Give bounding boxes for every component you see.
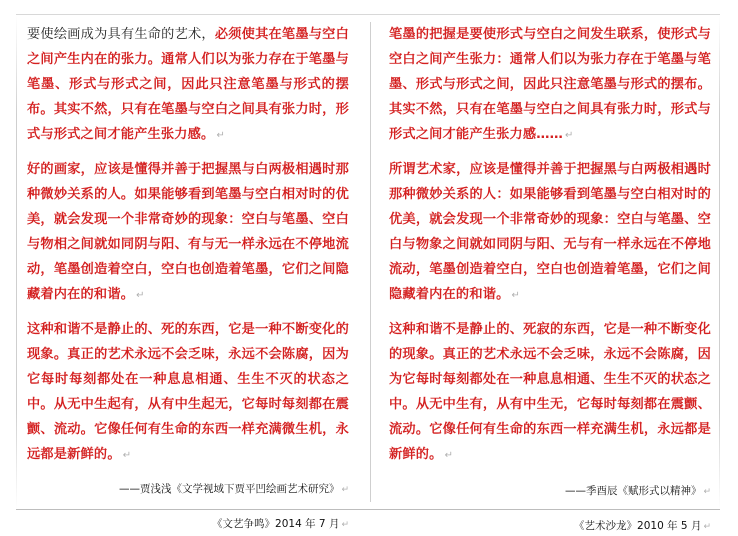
- left-paragraph-3-text: 这种和谐不是静止的、死的东西，它是一种不断变化的现象。真正的艺术永远不会乏味，永远不会陈腐，因为它每时每刻都处在一种息息相通、生生不灭的状态之中。从无中生起有，从有中生起无，它每时每刻都在震颤、流动。它像任何有生命的东西一样充满微生机，永远都是新鲜的。: [27, 322, 349, 462]
- paragraph-mark-icon: ↵: [703, 522, 711, 532]
- left-source-text: 《文艺争鸣》2014 年 7 月: [212, 518, 340, 530]
- left-paragraph-1-lead: 要使绘画成为具有生命的艺术，: [27, 27, 215, 42]
- paragraph-mark-icon: ↵: [703, 487, 711, 497]
- right-paragraph-3-text: 这种和谐不是静止的、死寂的东西，它是一种不断变化的现象。真正的艺术永远不会乏味，永远不会陈腐，因为它每时每刻都处在一种息息相通、生生不灭的状态之中。从无中生有，从有中生无，它每时每刻都在震颤、流动。它像任何有生命的东西一样充满生机，永远都是新鲜的。: [389, 322, 711, 462]
- left-column: [27, 22, 349, 534]
- right-paragraph-2: [389, 157, 711, 308]
- left-author-text: ——贾浅浅《文学视域下贾平凹绘画艺术研究》: [118, 483, 340, 495]
- left-paragraph-3: [27, 317, 349, 468]
- paragraph-mark-icon: ↵: [136, 290, 145, 301]
- left-paragraph-2-text: 好的画家，应该是懂得并善于把握黑与白两极相遇时那种微妙关系的人。如果能够看到笔墨与空白相对时的优美，就会发现一个非常奇妙的现象：空白与笔墨、空白与物相之间就如同阴与阳、有与无一样永远在不停地流动，笔墨创造着空白，空白也创造着笔墨，它们之间隐藏着内在的和谐。: [27, 162, 349, 302]
- right-column: [389, 22, 711, 536]
- paragraph-mark-icon: ↵: [341, 520, 349, 530]
- right-source-text: 《艺术沙龙》2010 年 5 月: [574, 520, 702, 532]
- paragraph-mark-icon: ↵: [565, 130, 574, 141]
- paragraph-mark-icon: ↵: [341, 485, 349, 495]
- right-paragraph-1-text: 笔墨的把握是要使形式与空白之间发生联系，使形式与空白之间产生张力：通常人们以为张力存在于笔墨与笔墨、形式与形式之间，因此只注意笔墨与形式的摆布。其实不然，只有在笔墨与空白之间具有张力时，形式与形式之间才能产生张力感……: [389, 27, 711, 142]
- right-citation-source: [389, 517, 711, 536]
- column-divider: [370, 22, 371, 502]
- left-citation-source: [27, 515, 349, 534]
- right-paragraph-1: [389, 22, 711, 148]
- paragraph-mark-icon: ↵: [444, 450, 454, 461]
- left-paragraph-1-highlight: 必须使其在笔墨与空白之间产生内在的张力。通常人们以为张力存在于笔墨与笔墨、形式与形式之间，因此只注意笔墨与形式的摆布。其实不然，只有在笔墨与空白之间具有张力时，形式与形式之间才能产生张力感。: [27, 27, 349, 142]
- left-citation-author: [27, 480, 349, 499]
- right-citation-author: [389, 482, 711, 501]
- left-paragraph-1: [27, 22, 349, 148]
- paragraph-mark-icon: ↵: [216, 130, 226, 141]
- right-paragraph-2-text: 所谓艺术家，应该是懂得并善于把握黑与白两极相遇时那种微妙关系的人：如果能够看到笔墨与空白相对时的优美，就会发现一个非常奇妙的现象：空白与笔墨、空白与物象之间就如同阴与阳、无与有一样永远在不停地流动，笔墨创造着空白，空白也创造着笔墨，它们之间隐藏着内在的和谐。: [389, 162, 711, 302]
- right-author-text: ——季酉辰《赋形式以精神》: [564, 485, 702, 497]
- left-paragraph-2: [27, 157, 349, 308]
- right-paragraph-3: [389, 317, 711, 468]
- paragraph-mark-icon: ↵: [122, 450, 132, 461]
- paragraph-mark-icon: ↵: [511, 290, 521, 301]
